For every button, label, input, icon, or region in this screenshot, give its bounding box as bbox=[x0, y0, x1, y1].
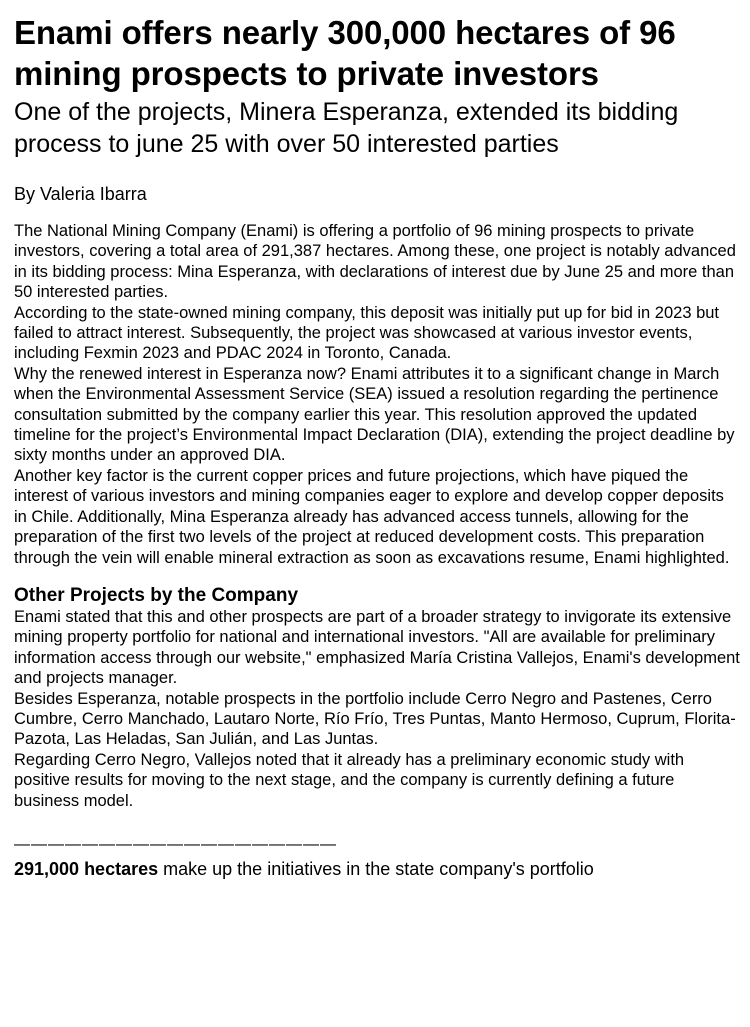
section-paragraph: Besides Esperanza, notable prospects in the portfolio include Cerro Negro and Pastenes, Cerro Cumbre, Cerro Manchado, Lautaro Norte, Río Frío, Tres Puntas, Manto Hermoso, Cuprum, Florita-Pazota, Las Heladas, San Julián, and Las Juntas. bbox=[14, 689, 736, 749]
other-projects-section bbox=[14, 585, 740, 811]
article-headline: Enami offers nearly 300,000 hectares of 96 mining prospects to private investors bbox=[14, 14, 676, 92]
stat-callout bbox=[14, 858, 740, 880]
divider-line: ——————————————————— bbox=[14, 835, 337, 853]
section-paragraph: Enami stated that this and other prospects are part of a broader strategy to invigorate its extensive mining property portfolio for national and international investors. "All are available for preliminary information access through our website," emphasized María Cristina Vallejos, Enami's development and projects manager. bbox=[14, 607, 740, 688]
stat-text: make up the initiatives in the state company's portfolio bbox=[158, 858, 594, 879]
body-paragraph: The National Mining Company (Enami) is offering a portfolio of 96 mining prospects to private investors, covering a total area of 291,387 hectares. Among these, one project is notably advanced in its bidding process: Mina Esperanza, with declarations of interest due by June 25 and more than 50 interested parties. bbox=[14, 222, 736, 302]
body-paragraph: Another key factor is the current copper prices and future projections, which have piqued the interest of various investors and mining companies eager to explore and develop copper deposits in Chile. Additionally, Mina Esperanza already has advanced access tunnels, allowing for the preparation of the first two levels of the project at reduced development costs. This preparation through the vein will enable mineral extraction as soon as excavations resume, Enami highlighted. bbox=[14, 466, 730, 567]
section-paragraph: Regarding Cerro Negro, Vallejos noted that it already has a preliminary economic study with positive results for moving to the next stage, and the company is currently defining a future business model. bbox=[14, 750, 685, 810]
article-byline: By Valeria Ibarra bbox=[14, 184, 147, 204]
body-paragraph: According to the state-owned mining company, this deposit was initially put up for bid in 2023 but failed to attract interest. Subsequently, the project was showcased at various investor events, including Fexmin 2023 and PDAC 2024 in Toronto, Canada. bbox=[14, 303, 720, 363]
section-heading: Other Projects by the Company bbox=[14, 584, 299, 606]
stat-figure: 291,000 hectares bbox=[14, 858, 159, 879]
body-paragraph: Why the renewed interest in Esperanza now? Enami attributes it to a significant change in March when the Environmental Assessment Service (SEA) issued a resolution regarding the pertinence consultation submitted by the company earlier this year. This resolution approved the updated timeline for the project’s Environmental Impact Declaration (DIA), extending the project deadline by sixty months under an approved DIA. bbox=[14, 364, 735, 465]
article-body bbox=[14, 221, 740, 568]
article-subheadline: One of the projects, Minera Esperanza, extended its bidding process to june 25 with over 50 interested parties bbox=[14, 98, 679, 158]
